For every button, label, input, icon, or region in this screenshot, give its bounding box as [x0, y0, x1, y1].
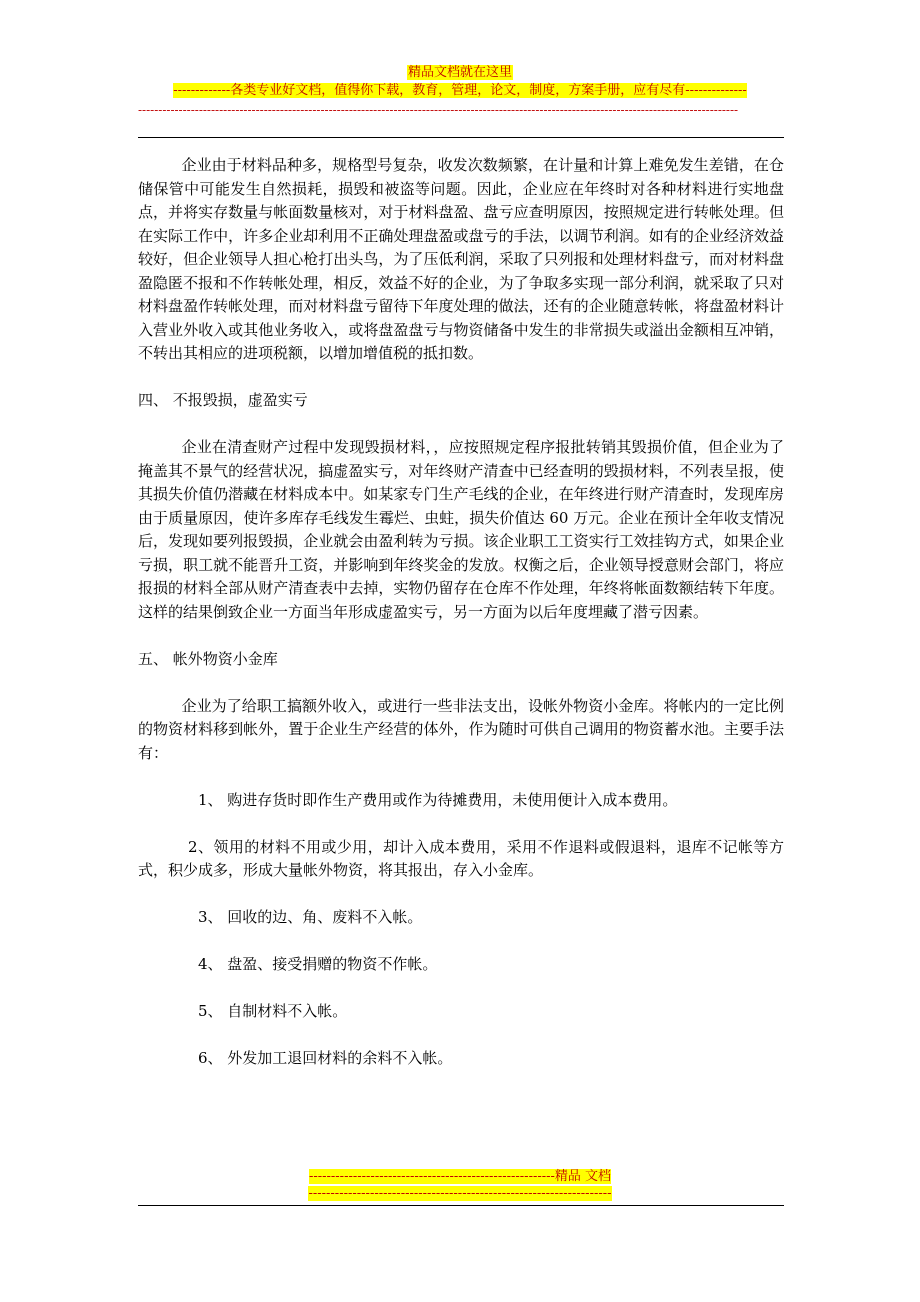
spacer	[138, 930, 784, 954]
header-dash-line: ----------------------------------------------------------------------------------------------------------------------------------------------------	[138, 103, 739, 117]
header-tagline	[0, 82, 920, 100]
spacer	[138, 977, 784, 1001]
footer-dash-line	[0, 1186, 920, 1202]
spacer	[138, 366, 784, 390]
section-heading-4: 四、 不报毁损，虚盈实亏	[138, 391, 308, 409]
footer-label	[0, 1168, 920, 1186]
list-item-2: 2、领用的材料不用或少用，却计入成本费用，采用不作退料或假退料，退库不记帐等方式，积少成多，形成大量帐外物资，将其报出，存入小金库。	[138, 837, 784, 879]
list-item-1: 1、 购进存货时即作生产费用或作为待摊费用，未使用便计入成本费用。	[198, 790, 678, 809]
paragraph-off-book-assets: 企业为了给职工搞额外收入，或进行一些非法支出，设帐外物资小金库。将帐内的一定比例的物资材料移到帐外，置于企业生产经营的体外，作为随时可供自己调用的物资蓄水池。主要手法有：	[138, 696, 784, 762]
paragraph-inventory-surplus: 企业由于材料品种多，规格型号复杂，收发次数频繁，在计量和计算上难免发生差错，在仓储保管中可能发生自然损耗，损毁和被盗等问题。因此，企业应在年终时对各种材料进行实地盘点，并将实存数量与帐面数量核对，对于材料盘盈、盘亏应查明原因，按照规定进行转帐处理。但在实际工作中，许多企业却利用不正确处理盘盈或盘亏的手法，以调节利润。如有的企业经济效益较好，但企业领导人担心枪打出头鸟，为了压低利润，采取了只列报和处理材料盘亏，而对材料盘盈隐匿不报和不作转帐处理，相反，效益不好的企业，为了争取多实现一部分利润，就采取了只对材料盘盈作转帐处理，而对材料盘亏留待下年度处理的做法，还有的企业随意转帐，将盘盈材料计入营业外收入或其他业务收入，或将盘盈盘亏与物资储备中发生的非常损失或溢出金额相互冲销，不转出其相应的进项税额，以增加增值税的抵扣数。	[138, 156, 784, 362]
spacer	[138, 1024, 784, 1048]
document-body	[138, 154, 784, 1071]
list-item-5: 5、 自制材料不入帐。	[198, 1002, 348, 1020]
footer-label-text: --------------------------------------------------------精品 文档	[308, 1169, 612, 1184]
spacer	[138, 765, 784, 789]
footer-dash-text: ---------------------------------------------------------------------	[308, 1186, 612, 1201]
list-item-3: 3、 回收的边、角、废料不入帐。	[198, 908, 423, 926]
paragraph-damaged-materials: 企业在清查财产过程中发现毁损材料，，应按照规定程序报批转销其毁损价值，但企业为了掩盖其不景气的经营状况，搞虚盈实亏，对年终财产清查中已经查明的毁损材料，不列表呈报，使其损失价值仍潜藏在材料成本中。如某家专门生产毛线的企业，在年终进行财产清查时，发现库房由于质量原因，使许多库存毛线发生霉烂、虫蛀，损失价值达 60 万元。企业在预计全年收支情况后，发现如要列报毁损，企业就会由盈利转为亏损。该企业职工工资实行工效挂钩方式，如果企业亏损，职工就不能晋升工资，并影响到年终奖金的发放。权衡之后，企业领导授意财会部门，将应报损的材料全部从财产清查表中去掉，实物仍留存在仓库不作处理，年终将帐面数额结转下年度。这样的结果倒致企业一方面当年形成虚盈实亏，另一方面为以后年度埋藏了潜亏因素。	[138, 438, 784, 621]
header-rule	[138, 137, 784, 138]
spacer	[138, 883, 784, 907]
spacer	[138, 812, 784, 836]
spacer	[138, 671, 784, 695]
header-tagline-text: -------------各类专业好文档，值得你下载，教育，管理，论文，制度，方案手册，应有尽有--------------	[173, 83, 747, 98]
spacer	[138, 413, 784, 437]
section-heading-5: 五、 帐外物资小金库	[138, 649, 278, 668]
list-item-6: 6、 外发加工退回材料的余料不入帐。	[198, 1049, 453, 1067]
spacer	[138, 624, 784, 648]
header-title	[0, 64, 920, 82]
list-item-4: 4、 盘盈、接受捐赠的物资不作帐。	[198, 955, 438, 973]
footer-rule	[138, 1205, 784, 1206]
header-title-text: 精品文档就在这里	[407, 65, 512, 80]
